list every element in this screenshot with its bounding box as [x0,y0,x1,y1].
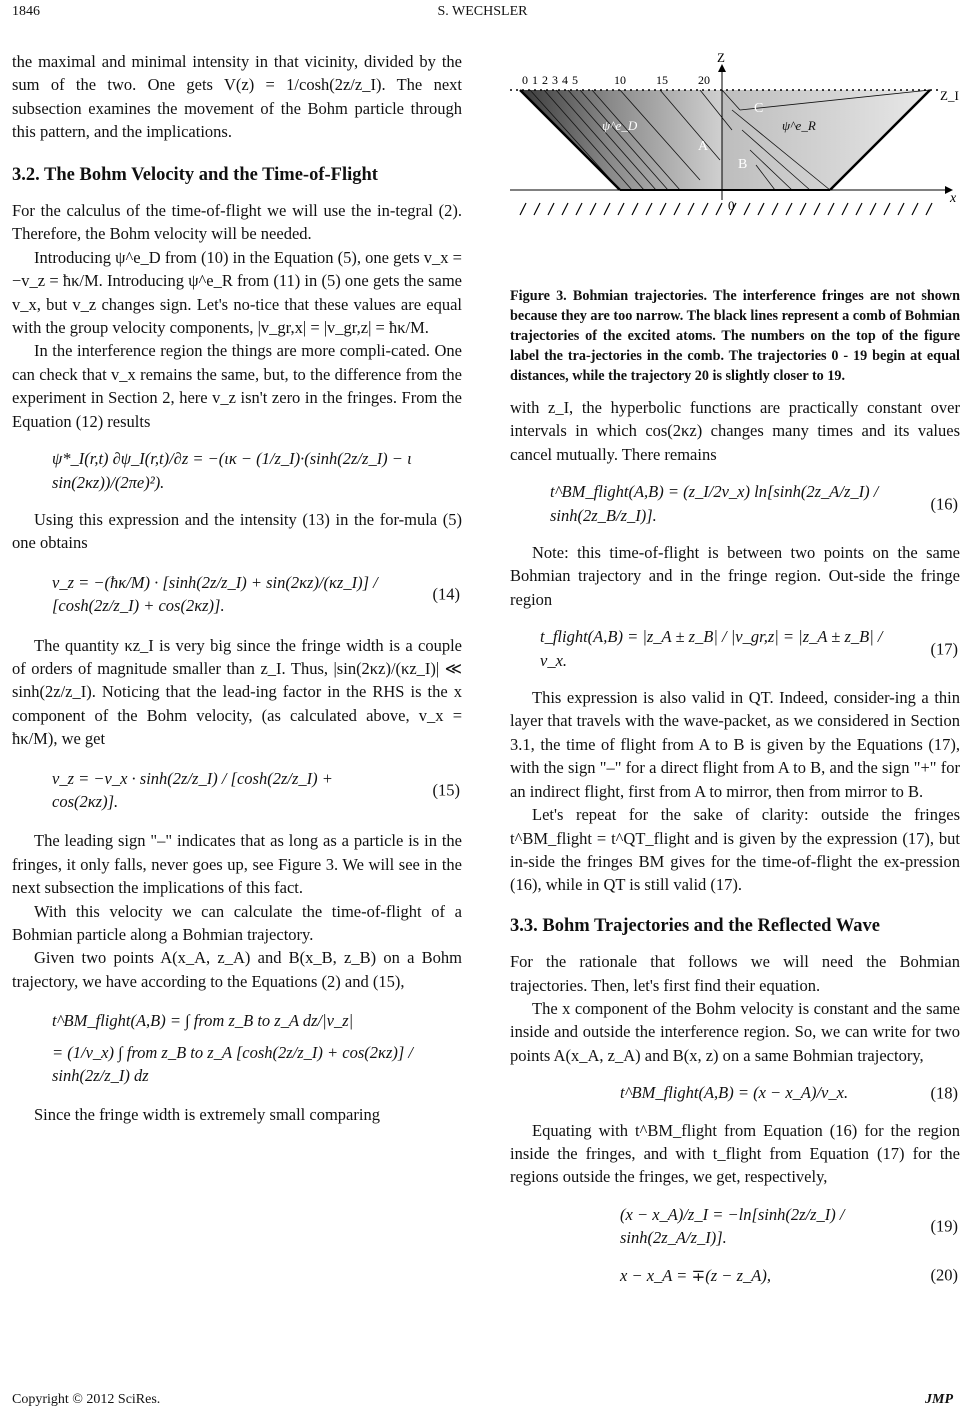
equation-16 [510,480,960,527]
figure-3 [510,50,960,280]
footer-copyright: Copyright © 2012 SciRes. [12,1392,161,1407]
equation-body: v_z = −(ħκ/M) · [sinh(2z/z_I) + sin(2κz)/(κz_I)] / [cosh(2z/z_I) + cos(2κz)]. [52,572,378,616]
equation-17 [510,625,960,672]
incident-wave-region [520,90,722,190]
page-number: 1846 [12,4,40,19]
equation-body: t^BM_flight(A,B) = (x − x_A)/v_x. [620,1083,849,1103]
paragraph: Using this expression and the intensity (13) in the for-mula (5) one obtains [12,509,462,553]
ground-hatch [520,203,932,215]
equation-body: (x − x_A)/z_I = −ln[sinh(2z/z_I) / sinh(2z_A/z_I)]. [620,1204,845,1248]
equation-body: t^BM_flight(A,B) = (z_I/2v_x) ln[sinh(2z_A/z_I) / sinh(2z_B/z_I)]. [550,482,879,525]
paragraph: the maximal and minimal intensity in that vicinity, divided by the sum of the two. One gets V(z) = 1/cosh(2z/z_I). The next subsection examines the movement of the Bohm particle through this pattern, and the implications. [12,52,462,142]
left-column [12,50,462,1127]
equation-number: (20) [930,1265,958,1285]
right-column [510,50,960,1297]
trajectory-label: 0 [522,73,528,87]
equation-number: (16) [930,493,958,513]
section-heading-3-3: 3.3. Bohm Trajectories and the Reflected Wave [510,915,880,936]
bohmian-trajectories-figure [510,50,960,280]
psi-d-label: ψ^e_D [602,118,638,133]
equation-unnumbered [52,447,442,494]
paragraph: Given two points A(x_A, z_A) and B(x_B, z_B) on a Bohm trajectory, we have according to the Equations (2) and (15), [12,948,462,991]
equation-20 [510,1264,960,1287]
trajectory-label: 5 [572,73,578,87]
figure-caption: Figure 3. Bohmian trajectories. The interference fringes are not shown because they are too narrow. The black lines represent a comb of Bohmian trajectories of the excited atoms. The numbers on the top of the figure label the tra-jectories in the comb. The trajectories 0 - 19 begin at equal distances, while the trajectory 20 is slightly closer to 19. [510,288,960,384]
equation-number: (15) [432,780,460,800]
paragraph: For the calculus of the time-of-flight we will use the in-tegral (2). Therefore, the Bohm velocity will be needed. [12,201,462,244]
trajectory-label: 10 [614,73,626,87]
x-axis-label: x [950,191,957,206]
footer-journal: JMP [925,1392,953,1407]
point-c-label: C [754,101,764,116]
equation-number: (17) [930,638,958,658]
paragraph: Since the fringe width is extremely small comparing [34,1105,380,1125]
paragraph: This expression is also valid in QT. Indeed, consider-ing a thin layer that travels with the wave-packet, as we considered in Section 3.1, the time of flight from A to B is given by the Equations (17), with the sign "–" for a direct flight from A to B, and the sign "+" for an indirect flight, first from A to mirror, then from mirror to B. [510,688,960,801]
running-author: S. WECHSLER [437,4,528,19]
paragraph: With this velocity we can calculate the time-of-flight of a Bohmian particle along a Bohmian trajectory. [12,901,462,944]
equation-14 [12,571,462,618]
equation-19 [510,1203,960,1250]
paragraph: Note: this time-of-flight is between two points on the same Bohmian trajectory and in the fringe region. Out-side the fringe region [510,543,960,609]
paragraph: The leading sign "–" indicates that as long as a particle is in the fringes, it only falls, never goes up, see Figure 3. We will see in the next subsection the implications of this fact. [12,831,462,898]
paragraph: Equating with t^BM_flight from Equation (16) for the region inside the fringes, and with t_flight from Equation (17) for the regions outside the fringes, we get, respectively, [510,1120,960,1187]
trajectory-label: 15 [656,73,668,87]
equation-number: (19) [930,1216,958,1236]
section-heading-3-2: 3.2. The Bohm Velocity and the Time-of-Flight [12,164,378,185]
paragraph: In the interference region the things are more compli-cated. One can check that v_x remains the same, but, to the difference from the experiment in Section 2, here v_z isn't zero in the fringes. From the Equation (12) results [12,341,462,431]
trajectory-label: 4 [562,73,568,87]
trajectory-label: 1 [532,73,538,87]
equation-number: (14) [432,584,460,604]
equation-body: = (1/v_x) ∫ from z_B to z_A [cosh(2z/z_I) + cos(2κz)] / sinh(2z/z_I) dz [52,1042,414,1086]
trajectory-label: 2 [542,73,548,87]
point-b-label: B [738,157,748,172]
z-axis-label: Z [717,50,725,65]
equation-body: t^BM_flight(A,B) = ∫ from z_B to z_A dz/|v_z| [52,1011,354,1031]
psi-r-label: ψ^e_R [782,118,816,133]
equation-integral [12,1009,462,1087]
paragraph: For the rationale that follows we will need the Bohmian trajectories. Then, let's first find their equation. [510,952,960,995]
trajectory-label: 20 [698,73,710,87]
equation-15 [12,767,462,814]
equation-body: t_flight(A,B) = |z_A ± z_B| / |v_gr,z| = |z_A ± z_B| / v_x. [540,627,883,670]
equation-body: v_z = −v_x · sinh(2z/z_I) / [cosh(2z/z_I) + cos(2κz)]. [52,768,333,811]
equation-18 [510,1081,960,1104]
paragraph: Let's repeat for the sake of clarity: outside the fringes t^BM_flight = t^QT_flight and is given by the expression (17), but in-side the fringes BM gives for the time-of-flight the ex-pression (16), while in QT is still valid (17). [510,805,960,895]
equation-body: x − x_A = ∓(z − z_A), [620,1265,771,1285]
equation-body: ψ*_I(r,t) ∂ψ_I(r,t)/∂z = −(ικ − (1/z_I)·(sinh(2z/z_I) − ι sin(2κz))/(2πe)²). [52,449,412,492]
origin-label: 0 [728,198,735,213]
point-a-label: A [698,139,709,154]
paragraph: with z_I, the hyperbolic functions are practically constant over intervals in which cos(2κz) changes many times and its values cancel mutually. There remains [510,398,960,464]
trajectory-label: 3 [552,73,558,87]
zi-label: Z_I [940,88,959,103]
paragraph: The x component of the Bohm velocity is constant and the same inside and outside the interference region. So, we can write for two points A(x_A, z_A) and B(x, z) on a same Bohmian trajectory, [510,998,960,1065]
paragraph: Introducing ψ^e_D from (10) in the Equation (5), one gets v_x = −v_z = ħκ/M. Introducing ψ^e_R from (11) in (5) one gets the same v_x, but v_z changes sign. Let's no-tice that these values are equal with the group velocity components, |v_gr,x| = |v_gr,z| = ħκ/M. [12,247,462,338]
paragraph: The quantity κz_I is very big since the fringe width is a couple of orders of magnitude smaller than z_I. Thus, |sin(2κz)/(κz_I)| ≪ sinh(2z/z_I). Noticing that the lead-ing factor in the RHS is the x component of the Bohm velocity, (as calculated above, v_x = ħκ/M), we get [12,635,462,749]
equation-number: (18) [930,1083,958,1103]
